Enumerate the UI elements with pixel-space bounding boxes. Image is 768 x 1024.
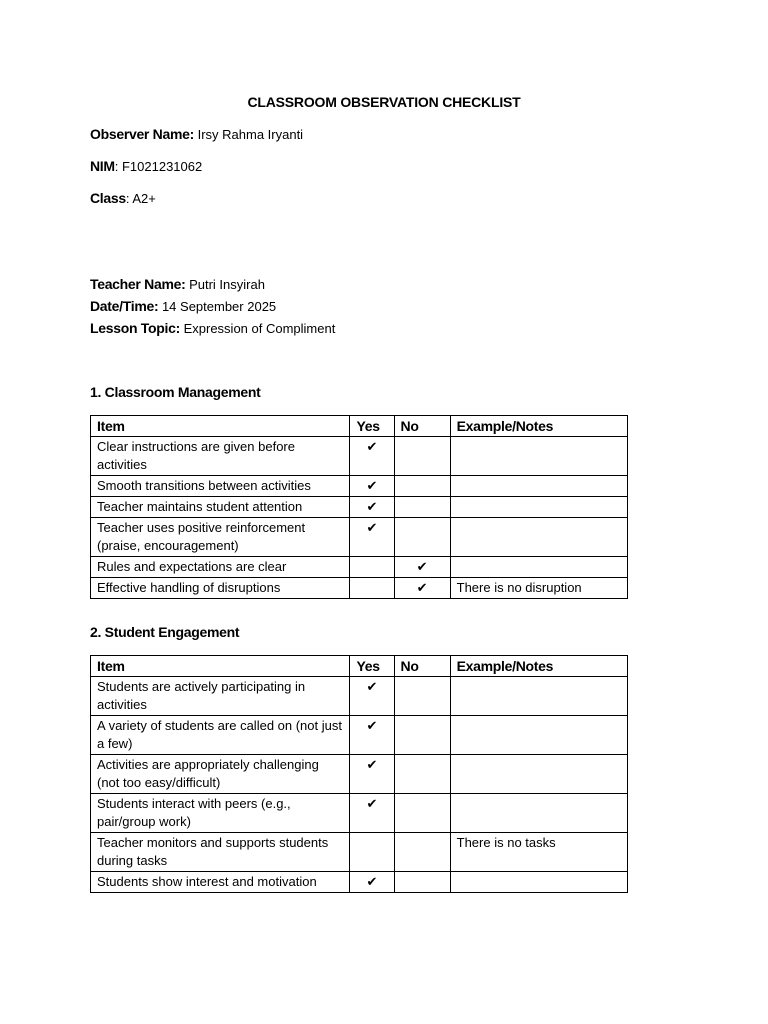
- yes-cell: ✔: [350, 755, 394, 794]
- item-cell: Students are actively participating in activities: [91, 677, 350, 716]
- column-header-item: Item: [91, 416, 350, 437]
- no-cell: ✔: [394, 557, 450, 578]
- table-row: [91, 437, 628, 476]
- teacher-name-value: Putri Insyirah: [189, 277, 265, 292]
- table-row: [91, 497, 628, 518]
- item-cell: Effective handling of disruptions: [91, 578, 350, 599]
- item-cell: Rules and expectations are clear: [91, 557, 350, 578]
- item-cell: Activities are appropriately challenging (not too easy/difficult): [91, 755, 350, 794]
- lesson-topic-value: Expression of Compliment: [183, 321, 336, 336]
- column-header-no: No: [394, 656, 450, 677]
- yes-cell: ✔: [350, 476, 394, 497]
- yes-cell: ✔: [350, 872, 394, 893]
- lesson-topic-label: Lesson Topic:: [90, 320, 180, 336]
- column-header-item: Item: [91, 656, 350, 677]
- item-cell: Students interact with peers (e.g., pair/group work): [91, 794, 350, 833]
- notes-cell: [450, 497, 627, 518]
- no-cell: [394, 755, 450, 794]
- yes-cell: [350, 578, 394, 599]
- table-row: [91, 518, 628, 557]
- yes-cell: [350, 557, 394, 578]
- table-row: [91, 677, 628, 716]
- table-row: [91, 578, 628, 599]
- date-time-value: 14 September 2025: [161, 299, 277, 314]
- table-row: [91, 716, 628, 755]
- observer-name-value: Irsy Rahma Iryanti: [197, 127, 304, 142]
- yes-cell: ✔: [350, 677, 394, 716]
- item-cell: Teacher uses positive reinforcement (praise, encouragement): [91, 518, 350, 557]
- class-value: : A2+: [125, 191, 156, 206]
- notes-cell: [450, 794, 627, 833]
- nim-label: NIM: [90, 158, 115, 174]
- observer-name-label: Observer Name:: [90, 126, 194, 142]
- table-header-row: [91, 416, 628, 437]
- table-header-row: [91, 656, 628, 677]
- section-title-student-engagement: 2. Student Engagement: [90, 624, 240, 640]
- no-cell: [394, 476, 450, 497]
- item-cell: Clear instructions are given before activities: [91, 437, 350, 476]
- item-cell: Smooth transitions between activities: [91, 476, 350, 497]
- no-cell: [394, 677, 450, 716]
- notes-cell: [450, 755, 627, 794]
- no-cell: [394, 872, 450, 893]
- no-cell: [394, 794, 450, 833]
- column-header-notes: Example/Notes: [450, 656, 627, 677]
- table-row: [91, 794, 628, 833]
- column-header-yes: Yes: [350, 416, 394, 437]
- no-cell: ✔: [394, 578, 450, 599]
- document-title: CLASSROOM OBSERVATION CHECKLIST: [247, 94, 521, 110]
- teacher-name-label: Teacher Name:: [90, 276, 186, 292]
- table-row: [91, 557, 628, 578]
- table-row: [91, 476, 628, 497]
- column-header-yes: Yes: [350, 656, 394, 677]
- section-title-classroom-management: 1. Classroom Management: [90, 384, 261, 400]
- no-cell: [394, 437, 450, 476]
- yes-cell: ✔: [350, 518, 394, 557]
- student-engagement-table: [90, 655, 628, 893]
- column-header-notes: Example/Notes: [450, 416, 627, 437]
- yes-cell: ✔: [350, 497, 394, 518]
- yes-cell: ✔: [350, 716, 394, 755]
- observer-name-field: [90, 126, 303, 142]
- no-cell: [394, 716, 450, 755]
- column-header-no: No: [394, 416, 450, 437]
- no-cell: [394, 518, 450, 557]
- notes-cell: [450, 677, 627, 716]
- date-time-label: Date/Time:: [90, 298, 159, 314]
- table-row: [91, 833, 628, 872]
- yes-cell: [350, 833, 394, 872]
- item-cell: Students show interest and motivation: [91, 872, 350, 893]
- notes-cell: [450, 437, 627, 476]
- classroom-management-table: [90, 415, 628, 599]
- nim-field: [90, 158, 202, 174]
- notes-cell: [450, 557, 627, 578]
- teacher-name-field: [90, 276, 265, 292]
- no-cell: [394, 497, 450, 518]
- yes-cell: ✔: [350, 437, 394, 476]
- table-row: [91, 755, 628, 794]
- no-cell: [394, 833, 450, 872]
- nim-value: : F1021231062: [114, 159, 203, 174]
- notes-cell: [450, 872, 627, 893]
- item-cell: Teacher maintains student attention: [91, 497, 350, 518]
- lesson-topic-field: [90, 320, 335, 336]
- notes-cell: [450, 716, 627, 755]
- notes-cell: There is no disruption: [450, 578, 627, 599]
- date-time-field: [90, 298, 276, 314]
- notes-cell: [450, 518, 627, 557]
- notes-cell: There is no tasks: [450, 833, 627, 872]
- class-label: Class: [90, 190, 126, 206]
- table-row: [91, 872, 628, 893]
- yes-cell: ✔: [350, 794, 394, 833]
- item-cell: Teacher monitors and supports students during tasks: [91, 833, 350, 872]
- notes-cell: [450, 476, 627, 497]
- class-field: [90, 190, 156, 206]
- item-cell: A variety of students are called on (not just a few): [91, 716, 350, 755]
